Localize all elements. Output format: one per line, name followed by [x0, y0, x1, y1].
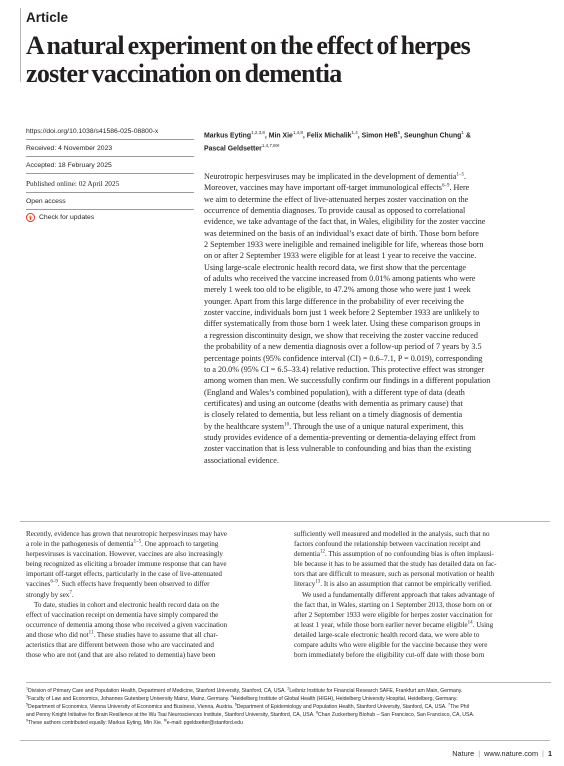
article-meta — [26, 126, 194, 222]
citation-superscript[interactable]: 7 — [448, 702, 451, 707]
text-run: the fact that, in Wales, starting on 1 September 2013, those born on or — [294, 600, 493, 609]
article-title — [26, 32, 551, 88]
author-separator: , — [357, 132, 362, 140]
text-run: and Penny Knight Initiative for Brain Resilience at the Wu Tsai Neurosciences Institute, Stanford University, Stanford, CA, USA. — [26, 712, 317, 719]
text-line — [294, 610, 550, 620]
citation-superscript[interactable]: 1 — [26, 686, 28, 691]
text-line — [294, 650, 550, 660]
footer-separator: | — [478, 749, 481, 758]
text-run: the probability of a new dementia diagnosis over a follow-up period of 7 years by 3.5 — [204, 342, 482, 352]
text-run: Moreover, vaccines may have important off-target immunological effects — [204, 183, 442, 193]
text-line — [204, 353, 534, 364]
citation-superscript[interactable]: 1–5 — [456, 172, 464, 178]
text-line — [26, 695, 551, 703]
text-run: differ systematically from those born 1 week later. Using these comparison groups in — [204, 319, 481, 329]
citation-superscript[interactable]: 4 — [230, 694, 233, 699]
text-line — [204, 398, 534, 409]
text-run: Leibniz Institute for Financial Research SAFE, Frankfurt am Main, Germany. — [289, 688, 463, 694]
published-date: Published online: 02 April 2025 — [26, 174, 194, 193]
open-access-label: Open access — [26, 193, 194, 210]
text-run: . — [463, 172, 467, 181]
text-run: Using large-scale electronic health record data, we first show that the percentage — [204, 262, 466, 272]
text-run: These authors contributed equally: Markus Eyting, Min Xie. — [28, 720, 164, 727]
text-run: dementia — [294, 550, 320, 559]
text-run: a regression discontinuity design, we show that receiving the zoster vaccine reduced — [204, 330, 478, 340]
text-run: Chan Zuckerberg Biohub – San Francisco, San Francisco, CA, USA. — [318, 712, 475, 719]
text-run: strongly by sex — [26, 590, 70, 599]
text-run: on or after 2 September 1933 were eligible for at least 1 year to receive the vaccine. — [204, 251, 477, 261]
text-run: e-mail: pgeldsetter@stanford.edu — [166, 720, 243, 727]
text-run: (England and Wales’s combined population), with a different type of data (death — [204, 387, 465, 397]
text-line — [26, 711, 551, 719]
text-line — [204, 341, 534, 352]
text-line — [294, 640, 550, 650]
text-line — [204, 239, 534, 250]
text-line — [26, 600, 282, 610]
author-separator: , — [264, 132, 269, 140]
text-line — [26, 590, 282, 600]
text-run: of adults who received the vaccine increased from 0.01% among patients who were — [204, 274, 476, 284]
text-line — [26, 549, 282, 559]
text-line — [26, 539, 282, 549]
text-line — [204, 216, 534, 227]
text-line — [204, 250, 534, 261]
page-footer — [452, 749, 552, 758]
text-line — [26, 579, 282, 589]
citation-superscript[interactable]: 2 — [287, 686, 290, 691]
text-run: acteristics that are different between those who are vaccinated and — [26, 641, 214, 650]
text-line — [26, 610, 282, 620]
header-rule — [20, 8, 21, 82]
text-run: is closely related to dementia, but less reliant on a timely diagnosis of dementia — [204, 410, 463, 420]
citation-superscript[interactable]: 11 — [88, 630, 94, 636]
author-name[interactable]: Pascal Geldsetter — [204, 145, 262, 153]
text-run: important off-target effects, particularly in the case of live-attenuated — [26, 570, 222, 579]
author-name[interactable]: Felix Michalik — [306, 132, 352, 140]
text-line — [204, 205, 534, 216]
citation-superscript[interactable]: 7 — [69, 590, 72, 596]
author-separator: , — [302, 132, 307, 140]
text-run: 2 September 1933 were ineligible and remained ineligible for life, whereas those born — [204, 240, 484, 250]
text-line — [26, 529, 282, 539]
text-run: we aim to determine the effect of live-attenuated herpes zoster vaccination on the — [204, 194, 469, 204]
text-line — [204, 443, 534, 454]
citation-superscript[interactable]: 14 — [467, 620, 473, 626]
text-run: tors that are difficult to measure, such as personal motivation or health — [294, 570, 495, 579]
footer-rule — [20, 740, 550, 741]
citation-superscript[interactable]: 8 — [316, 710, 319, 715]
text-line — [294, 559, 550, 569]
text-run: . One approach to targeting — [141, 540, 219, 549]
text-run: . Such effects have frequently been observed to differ — [57, 580, 210, 589]
text-run: percentage points (95% confidence interval (CI) = 0.6–7.1, P = 0.019), corresponding — [204, 353, 483, 363]
doi-link[interactable]: https://doi.org/10.1038/s41586-025-08800-x — [26, 126, 194, 140]
text-line — [26, 650, 282, 660]
text-run: Department of Epidemiology and Population Health, Stanford University, Stanford, CA, USA. — [236, 704, 449, 711]
text-line — [294, 600, 550, 610]
text-run: at least 1 year, while those born earlier never became eligible — [294, 620, 468, 629]
text-line — [26, 687, 551, 695]
affiliations — [26, 682, 551, 727]
text-run: those who are not (and that are also related to dementia) have been — [26, 651, 216, 660]
text-run: Department of Economics, Vienna University of Economics and Business, Vienna, Austria. — [28, 704, 235, 711]
text-run: occurrence of dementia diagnoses. To provide causal as opposed to correlational — [204, 206, 466, 216]
citation-superscript[interactable]: 6–9 — [50, 580, 58, 586]
text-line — [26, 719, 551, 727]
text-line — [294, 590, 550, 600]
citation-superscript[interactable]: 6–9 — [441, 183, 450, 189]
section-label: Article — [26, 10, 69, 25]
text-line — [204, 296, 534, 307]
title-line-2: zoster vaccination on dementia — [26, 59, 342, 88]
text-run: evidence, we take advantage of the fact that, in Wales, eligibility for the zoster vaccine — [204, 217, 486, 227]
text-run: Heidelberg Institute of Global Health (HIGH), Heidelberg University Hospital, Heidelberg, Germany. — [232, 696, 458, 703]
author-separator: & — [463, 132, 471, 140]
text-line — [294, 529, 550, 539]
author-name[interactable]: Markus Eyting — [204, 132, 252, 140]
author-list — [204, 128, 534, 155]
text-run: literacy — [294, 580, 316, 589]
text-line — [204, 432, 534, 443]
text-line — [204, 284, 534, 295]
check-updates-link[interactable] — [26, 210, 194, 222]
text-run: . Through the use of a unique natural experiment, this — [289, 421, 464, 431]
text-run: by the healthcare system — [204, 421, 285, 431]
text-line — [204, 364, 534, 375]
text-run: To date, studies in cohort and electronic health record data on the — [34, 600, 220, 609]
text-run: and those who did not — [26, 630, 89, 639]
author-name[interactable]: Simon Heß — [361, 132, 398, 140]
text-run: to a 20.0% (95% CI = 6.5–33.4) relative reduction. This protective effect was stronger — [204, 364, 485, 374]
text-run: . Using — [472, 620, 494, 629]
citation-superscript[interactable]: 9 — [26, 718, 28, 723]
author-separator: , — [400, 132, 404, 140]
text-run: study provides evidence of a dementia-preventing or dementia-delaying effect from — [204, 432, 476, 442]
citation-superscript[interactable]: 13 — [315, 580, 321, 586]
text-run: We used a fundamentally different approach that takes advantage of — [302, 590, 495, 599]
citation-superscript[interactable]: 12 — [320, 549, 325, 555]
text-run: factors confound the relationship between vaccination receipt and — [294, 540, 481, 549]
text-line — [294, 620, 550, 630]
text-line — [294, 569, 550, 579]
title-line-1: A natural experiment on the effect of herpes — [26, 31, 471, 60]
text-line — [26, 703, 551, 711]
journal-name: Nature — [452, 749, 475, 758]
footer-separator: | — [542, 749, 544, 758]
text-line — [26, 569, 282, 579]
text-run: after 2 September 1933 were eligible for herpes zoster vaccination for — [294, 610, 493, 619]
text-run: merely 1 week too old to be eligible, to 47.2% among those who were just 1 week — [204, 285, 471, 295]
text-run: certificates) and using an outcome (deaths with dementia as primary cause) that — [204, 398, 463, 408]
text-run: . This assumption of no confounding bias is often implausi- — [325, 550, 494, 559]
text-run: . — [71, 590, 74, 599]
author-name[interactable]: Min Xie — [268, 132, 293, 140]
body-column-1 — [26, 529, 282, 660]
text-line — [204, 318, 534, 329]
author-superscript: 1 — [461, 130, 464, 135]
text-line — [204, 375, 534, 386]
text-line — [204, 409, 534, 420]
page-number: 1 — [547, 749, 552, 758]
text-run: associational evidence. — [204, 455, 279, 465]
text-line — [204, 171, 534, 182]
text-run: zoster vaccination that is less vulnerable to confounding and bias than the existing — [204, 444, 472, 454]
text-line — [204, 330, 534, 341]
text-run: born immediately before the eligibility cut-off date with those born — [294, 651, 485, 660]
text-run: herpesviruses is vaccination. However, vaccines are also increasingly — [26, 550, 223, 559]
text-run: Neurotropic herpesviruses may be implicated in the development of dementia — [204, 172, 457, 181]
check-updates-icon — [26, 213, 35, 222]
author-superscript: 1,4 — [351, 130, 358, 135]
text-run: zoster vaccine, individuals born just 1 week before 2 September 1933 are unlikely to — [204, 308, 480, 318]
text-run: among women than men. We successfully confirm our findings in a different population — [204, 376, 491, 386]
text-run: . Here — [449, 183, 470, 193]
text-line — [294, 539, 550, 549]
citation-superscript[interactable]: 1–5 — [133, 539, 142, 545]
text-run: younger. Apart from this large difference in the probability of ever receiving the — [204, 296, 464, 306]
citation-superscript[interactable]: 3 — [26, 694, 28, 699]
text-line — [294, 579, 550, 589]
text-line — [26, 630, 282, 640]
author-superscript: 5 — [397, 130, 401, 135]
author-superscript: 1,2,3,8 — [251, 130, 265, 135]
journal-site-link[interactable]: www.nature.com — [484, 749, 539, 758]
body-column-2 — [294, 529, 550, 660]
text-line — [26, 620, 282, 630]
text-line — [26, 559, 282, 569]
text-run: Recently, evidence has grown that neurotropic herpesviruses may have — [26, 530, 228, 538]
abstract — [204, 171, 534, 466]
text-line — [26, 640, 282, 650]
text-run: Faculty of Law and Economics, Johannes Gutenberg University Mainz, Mainz, Germany. — [28, 696, 231, 703]
text-line — [204, 307, 534, 318]
text-line — [294, 549, 550, 559]
text-run: . It is also an assumption that cannot be empirically verified. — [320, 580, 492, 589]
text-run: effect of vaccination receipt on dementia have simply compared the — [26, 610, 219, 619]
text-run: a role in the pathogenesis of dementia — [26, 540, 134, 549]
text-run: compare adults who were eligible for the vaccine because they were — [294, 641, 488, 650]
citation-superscript[interactable]: 10 — [284, 421, 290, 427]
citation-superscript[interactable]: 6 — [234, 702, 237, 707]
text-line — [294, 630, 550, 640]
received-date: Received: 4 November 2023 — [26, 140, 194, 157]
text-line — [204, 262, 534, 273]
text-line — [204, 273, 534, 284]
text-line — [204, 455, 534, 466]
text-run: ble because it has to be assumed that the study has detailed data on fac- — [294, 560, 497, 569]
author-superscript: 1,4,7,8✉ — [261, 143, 280, 149]
text-run: sufficiently well measured and modelled in the analysis, such that no — [294, 530, 490, 538]
text-run: occurrence of dementia among those who received a given vaccination — [26, 620, 228, 629]
citation-superscript[interactable]: 5 — [26, 702, 28, 707]
text-run: Division of Primary Care and Population Health, Department of Medicine, Stanford University, Stanford, CA, USA. — [28, 688, 288, 694]
text-run: . These studies have to assume that all char- — [93, 630, 218, 639]
check-updates-label: Check for updates — [39, 214, 95, 221]
text-run: detailed large-scale electronic health record data, we were able to — [294, 630, 480, 639]
text-run: being recognized as eliciting a broader immune response that can have — [26, 560, 227, 569]
body-divider — [20, 521, 550, 522]
text-line — [204, 182, 534, 193]
text-line — [204, 387, 534, 398]
text-line — [204, 194, 534, 205]
citation-superscript[interactable]: ✉ — [163, 718, 167, 723]
text-run: vaccines — [26, 580, 51, 589]
text-run: was determined on the basis of an individual’s exact date of birth. Those born before — [204, 228, 479, 238]
author-superscript: 1,4,8 — [292, 130, 303, 135]
text-run: The Phil — [450, 704, 469, 711]
accepted-date: Accepted: 18 February 2025 — [26, 157, 194, 174]
author-name[interactable]: Seunghun Chung — [403, 132, 462, 140]
text-line — [204, 421, 534, 432]
text-line — [204, 228, 534, 239]
